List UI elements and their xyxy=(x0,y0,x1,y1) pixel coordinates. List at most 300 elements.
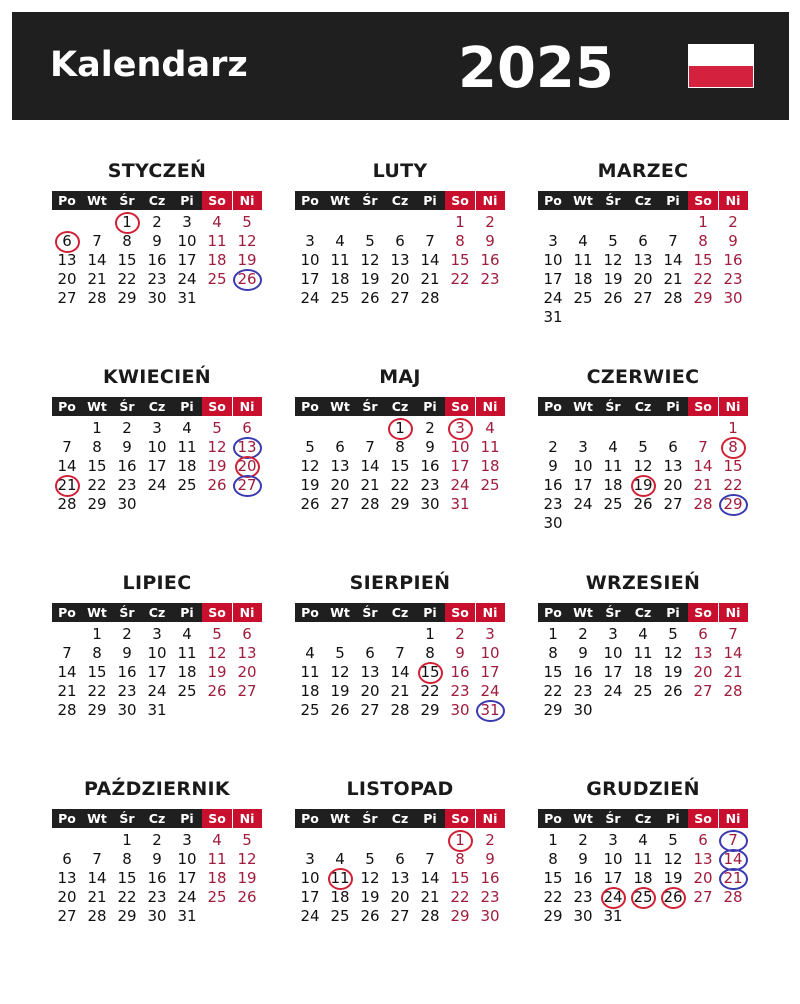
day-cell: 26 xyxy=(207,682,227,700)
day-cell: 28 xyxy=(87,289,107,307)
day-cell: 13 xyxy=(360,663,380,681)
day-cell: 20 xyxy=(360,682,380,700)
day-cell: 2 xyxy=(728,213,738,231)
weekday-label: Po xyxy=(538,809,568,828)
day-cell: 18 xyxy=(603,476,623,494)
weekday-label: Po xyxy=(295,603,325,622)
day-cell: 7 xyxy=(92,850,102,868)
day-cell: 12 xyxy=(237,850,257,868)
day-cell: 16 xyxy=(543,476,563,494)
day-cell: 8 xyxy=(92,438,102,456)
day-cell: 31 xyxy=(450,495,470,513)
day-cell: 3 xyxy=(578,438,588,456)
day-cell: 27 xyxy=(360,701,380,719)
day-cell: 30 xyxy=(480,907,500,925)
weekday-label: Cz xyxy=(385,809,415,828)
day-cell: 2 xyxy=(578,625,588,643)
weekday-label: Śr xyxy=(355,809,385,828)
day-cell: 12 xyxy=(663,850,683,868)
day-cell: 21 xyxy=(390,682,410,700)
day-cell: 12 xyxy=(330,663,350,681)
day-cell: 4 xyxy=(335,850,345,868)
day-cell: 16 xyxy=(117,457,137,475)
day-cell: 13 xyxy=(693,644,713,662)
weekday-label: Po xyxy=(295,809,325,828)
day-cell: 7 xyxy=(365,438,375,456)
day-cell: 7 xyxy=(668,232,678,250)
day-cell: 14 xyxy=(723,644,743,662)
weekday-header xyxy=(295,191,505,210)
day-cell: 26 xyxy=(360,289,380,307)
day-cell: 22 xyxy=(117,270,137,288)
day-cell: 30 xyxy=(450,701,470,719)
day-cell: 11 xyxy=(177,438,197,456)
day-cell: 11 xyxy=(573,251,593,269)
day-cell: 18 xyxy=(633,663,653,681)
day-cell: 20 xyxy=(390,270,410,288)
day-cell: 20 xyxy=(663,476,683,494)
day-cell: 28 xyxy=(663,289,683,307)
weekday-label: Śr xyxy=(112,191,142,210)
day-cell: 15 xyxy=(117,251,137,269)
weekday-label: Pi xyxy=(658,809,688,828)
weekday-header xyxy=(295,397,505,416)
day-cell: 18 xyxy=(633,869,653,887)
day-cell: 19 xyxy=(663,663,683,681)
holiday-day: 1 xyxy=(385,419,415,438)
day-cell: 3 xyxy=(548,232,558,250)
day-cell: 23 xyxy=(480,888,500,906)
day-cell: 11 xyxy=(207,232,227,250)
day-cell: 9 xyxy=(578,850,588,868)
day-cell: 23 xyxy=(420,476,440,494)
trading-sunday-day: 7 xyxy=(718,831,748,850)
day-cell: 13 xyxy=(57,869,77,887)
weekday-label: Pi xyxy=(658,603,688,622)
day-cell: 16 xyxy=(147,251,167,269)
day-cell: 19 xyxy=(663,869,683,887)
day-cell: 1 xyxy=(122,831,132,849)
day-cell: 18 xyxy=(573,270,593,288)
day-cell: 14 xyxy=(57,457,77,475)
day-cell: 22 xyxy=(390,476,410,494)
weekday-label: Wt xyxy=(568,397,598,416)
trading-sunday-day: 21 xyxy=(718,869,748,888)
day-cell: 28 xyxy=(390,701,410,719)
day-cell: 21 xyxy=(360,476,380,494)
holiday-day: 3 xyxy=(445,419,475,438)
day-cell: 20 xyxy=(57,888,77,906)
weekday-label: Wt xyxy=(325,603,355,622)
day-cell: 9 xyxy=(548,457,558,475)
day-cell: 4 xyxy=(638,625,648,643)
day-grid xyxy=(538,831,748,926)
day-cell: 2 xyxy=(122,419,132,437)
day-cell: 18 xyxy=(300,682,320,700)
day-cell: 7 xyxy=(425,850,435,868)
day-cell: 13 xyxy=(693,850,713,868)
day-cell: 23 xyxy=(450,682,470,700)
day-cell: 25 xyxy=(573,289,593,307)
weekday-header xyxy=(295,603,505,622)
holiday-day: 15 xyxy=(415,663,445,682)
day-grid xyxy=(295,419,505,514)
day-cell: 12 xyxy=(300,457,320,475)
day-cell: 2 xyxy=(455,625,465,643)
day-cell: 14 xyxy=(693,457,713,475)
calendar-title: Kalendarz xyxy=(50,45,248,85)
day-cell: 24 xyxy=(300,289,320,307)
day-cell: 21 xyxy=(57,682,77,700)
day-cell: 29 xyxy=(543,907,563,925)
weekday-label: Ni xyxy=(718,397,748,416)
day-cell: 14 xyxy=(87,869,107,887)
weekday-label: Pi xyxy=(172,191,202,210)
day-cell: 20 xyxy=(693,869,713,887)
day-cell: 14 xyxy=(420,251,440,269)
day-cell: 12 xyxy=(207,644,227,662)
weekday-label: So xyxy=(688,397,718,416)
day-cell: 3 xyxy=(152,625,162,643)
day-cell: 23 xyxy=(543,495,563,513)
day-cell: 25 xyxy=(480,476,500,494)
day-cell: 9 xyxy=(122,644,132,662)
weekday-label: So xyxy=(688,191,718,210)
day-cell: 3 xyxy=(182,213,192,231)
day-cell: 12 xyxy=(207,438,227,456)
day-cell: 26 xyxy=(300,495,320,513)
day-cell: 13 xyxy=(390,869,410,887)
day-cell: 5 xyxy=(242,831,252,849)
day-cell: 29 xyxy=(87,701,107,719)
day-cell: 23 xyxy=(723,270,743,288)
day-cell: 11 xyxy=(603,457,623,475)
day-grid xyxy=(52,213,262,308)
weekday-label: Ni xyxy=(475,191,505,210)
day-cell: 18 xyxy=(207,869,227,887)
day-cell: 20 xyxy=(633,270,653,288)
day-cell: 18 xyxy=(330,270,350,288)
day-cell: 2 xyxy=(485,213,495,231)
holiday-day: 6 xyxy=(52,232,82,251)
day-cell: 13 xyxy=(57,251,77,269)
weekday-label: Pi xyxy=(172,809,202,828)
day-cell: 5 xyxy=(365,850,375,868)
day-cell: 17 xyxy=(450,457,470,475)
day-cell: 26 xyxy=(330,701,350,719)
weekday-label: Po xyxy=(295,397,325,416)
weekday-label: Ni xyxy=(718,191,748,210)
day-cell: 15 xyxy=(450,869,470,887)
day-cell: 1 xyxy=(455,213,465,231)
day-grid xyxy=(538,419,748,533)
weekday-label: Pi xyxy=(415,191,445,210)
day-cell: 17 xyxy=(603,663,623,681)
day-cell: 7 xyxy=(92,232,102,250)
day-cell: 12 xyxy=(663,644,683,662)
weekday-label: Śr xyxy=(112,809,142,828)
day-cell: 27 xyxy=(57,289,77,307)
weekday-label: Śr xyxy=(355,397,385,416)
day-cell: 24 xyxy=(147,682,167,700)
day-cell: 7 xyxy=(395,644,405,662)
day-cell: 24 xyxy=(177,888,197,906)
month-name: CZERWIEC xyxy=(586,366,700,388)
weekday-label: Pi xyxy=(172,397,202,416)
day-cell: 10 xyxy=(573,457,593,475)
day-cell: 9 xyxy=(152,232,162,250)
weekday-label: Cz xyxy=(385,397,415,416)
day-cell: 26 xyxy=(633,495,653,513)
day-cell: 1 xyxy=(548,625,558,643)
day-cell: 15 xyxy=(543,869,563,887)
day-cell: 12 xyxy=(360,869,380,887)
weekday-header xyxy=(52,603,262,622)
day-cell: 16 xyxy=(480,251,500,269)
day-cell: 17 xyxy=(603,869,623,887)
weekday-label: Po xyxy=(52,191,82,210)
day-cell: 17 xyxy=(543,270,563,288)
day-cell: 19 xyxy=(207,457,227,475)
month-name: SIERPIEŃ xyxy=(349,572,451,594)
weekday-label: Śr xyxy=(355,191,385,210)
day-cell: 18 xyxy=(330,888,350,906)
day-cell: 10 xyxy=(480,644,500,662)
day-cell: 8 xyxy=(548,644,558,662)
day-cell: 9 xyxy=(122,438,132,456)
weekday-label: Wt xyxy=(568,603,598,622)
day-cell: 24 xyxy=(300,907,320,925)
day-cell: 16 xyxy=(420,457,440,475)
day-cell: 24 xyxy=(543,289,563,307)
month-name: LUTY xyxy=(372,160,428,182)
day-grid xyxy=(295,831,505,926)
month-name: STYCZEŃ xyxy=(107,160,207,182)
day-cell: 2 xyxy=(152,831,162,849)
day-cell: 5 xyxy=(365,232,375,250)
weekday-header xyxy=(295,809,505,828)
weekday-label: Wt xyxy=(325,191,355,210)
weekday-header xyxy=(52,809,262,828)
day-cell: 3 xyxy=(305,850,315,868)
day-cell: 12 xyxy=(603,251,623,269)
day-cell: 29 xyxy=(87,495,107,513)
day-cell: 29 xyxy=(117,907,137,925)
day-cell: 15 xyxy=(117,869,137,887)
day-cell: 3 xyxy=(608,625,618,643)
weekday-header xyxy=(538,603,748,622)
day-cell: 11 xyxy=(177,644,197,662)
day-cell: 4 xyxy=(608,438,618,456)
day-cell: 3 xyxy=(305,232,315,250)
day-cell: 20 xyxy=(57,270,77,288)
day-cell: 29 xyxy=(420,701,440,719)
day-cell: 27 xyxy=(663,495,683,513)
day-cell: 6 xyxy=(365,644,375,662)
weekday-label: Po xyxy=(538,191,568,210)
day-cell: 23 xyxy=(117,476,137,494)
day-cell: 1 xyxy=(548,831,558,849)
day-cell: 14 xyxy=(420,869,440,887)
weekday-label: Po xyxy=(538,603,568,622)
month-name: KWIECIEŃ xyxy=(102,366,212,388)
day-cell: 24 xyxy=(450,476,470,494)
day-cell: 27 xyxy=(237,682,257,700)
day-cell: 2 xyxy=(425,419,435,437)
day-cell: 7 xyxy=(728,625,738,643)
weekday-label: Pi xyxy=(415,809,445,828)
weekday-label: So xyxy=(202,191,232,210)
day-cell: 26 xyxy=(207,476,227,494)
day-cell: 8 xyxy=(122,232,132,250)
day-cell: 21 xyxy=(87,888,107,906)
weekday-label: Wt xyxy=(82,397,112,416)
weekday-label: Wt xyxy=(325,397,355,416)
day-cell: 23 xyxy=(147,270,167,288)
day-cell: 10 xyxy=(177,850,197,868)
day-cell: 26 xyxy=(360,907,380,925)
weekday-label: Pi xyxy=(172,603,202,622)
month-name: PAŹDZIERNIK xyxy=(84,778,230,800)
day-cell: 7 xyxy=(62,438,72,456)
weekday-label: Śr xyxy=(598,809,628,828)
day-cell: 28 xyxy=(57,701,77,719)
day-cell: 18 xyxy=(177,457,197,475)
day-cell: 16 xyxy=(117,663,137,681)
weekday-header xyxy=(52,191,262,210)
weekday-label: Po xyxy=(538,397,568,416)
weekday-label: Śr xyxy=(598,603,628,622)
day-grid xyxy=(295,625,505,720)
weekday-label: Cz xyxy=(385,603,415,622)
day-cell: 4 xyxy=(485,419,495,437)
day-cell: 26 xyxy=(237,888,257,906)
day-cell: 22 xyxy=(693,270,713,288)
day-cell: 30 xyxy=(573,701,593,719)
day-cell: 31 xyxy=(543,308,563,326)
weekday-label: So xyxy=(688,603,718,622)
day-cell: 6 xyxy=(242,625,252,643)
day-cell: 31 xyxy=(147,701,167,719)
day-cell: 11 xyxy=(300,663,320,681)
weekday-label: Pi xyxy=(658,191,688,210)
day-cell: 3 xyxy=(608,831,618,849)
day-cell: 27 xyxy=(633,289,653,307)
weekday-label: Pi xyxy=(415,397,445,416)
day-cell: 13 xyxy=(663,457,683,475)
day-cell: 23 xyxy=(480,270,500,288)
day-cell: 8 xyxy=(455,850,465,868)
day-cell: 17 xyxy=(300,888,320,906)
weekday-label: Śr xyxy=(355,603,385,622)
weekday-label: Cz xyxy=(628,397,658,416)
day-cell: 23 xyxy=(573,888,593,906)
day-cell: 24 xyxy=(147,476,167,494)
holiday-day: 11 xyxy=(325,869,355,888)
day-cell: 15 xyxy=(723,457,743,475)
day-cell: 4 xyxy=(305,644,315,662)
day-cell: 6 xyxy=(638,232,648,250)
day-cell: 14 xyxy=(360,457,380,475)
day-cell: 4 xyxy=(182,625,192,643)
day-cell: 25 xyxy=(603,495,623,513)
day-cell: 19 xyxy=(360,888,380,906)
weekday-label: Śr xyxy=(112,603,142,622)
day-cell: 31 xyxy=(603,907,623,925)
day-cell: 6 xyxy=(62,850,72,868)
day-cell: 16 xyxy=(723,251,743,269)
day-cell: 28 xyxy=(723,682,743,700)
day-cell: 23 xyxy=(573,682,593,700)
weekday-label: Wt xyxy=(325,809,355,828)
weekday-label: Ni xyxy=(718,603,748,622)
weekday-label: Wt xyxy=(568,809,598,828)
month-name: WRZESIEŃ xyxy=(585,572,701,594)
day-cell: 31 xyxy=(177,289,197,307)
day-cell: 3 xyxy=(152,419,162,437)
weekday-label: Śr xyxy=(598,397,628,416)
weekday-label: Cz xyxy=(628,809,658,828)
weekday-label: So xyxy=(202,397,232,416)
day-cell: 8 xyxy=(698,232,708,250)
holiday-day: 19 xyxy=(628,476,658,495)
day-cell: 22 xyxy=(450,270,470,288)
month-name: LIPIEC xyxy=(122,572,192,594)
day-cell: 29 xyxy=(390,495,410,513)
day-cell: 29 xyxy=(117,289,137,307)
day-cell: 11 xyxy=(633,850,653,868)
day-cell: 27 xyxy=(330,495,350,513)
day-cell: 27 xyxy=(390,289,410,307)
day-cell: 13 xyxy=(330,457,350,475)
day-cell: 25 xyxy=(177,682,197,700)
day-cell: 15 xyxy=(543,663,563,681)
day-cell: 10 xyxy=(147,438,167,456)
day-cell: 6 xyxy=(395,850,405,868)
day-cell: 20 xyxy=(390,888,410,906)
day-cell: 3 xyxy=(182,831,192,849)
day-cell: 6 xyxy=(668,438,678,456)
day-cell: 11 xyxy=(207,850,227,868)
day-cell: 25 xyxy=(633,682,653,700)
calendar-year: 2025 xyxy=(458,36,614,101)
calendar-header xyxy=(12,12,789,120)
day-cell: 17 xyxy=(147,663,167,681)
day-cell: 28 xyxy=(723,888,743,906)
day-grid xyxy=(295,213,505,308)
day-cell: 30 xyxy=(117,495,137,513)
day-cell: 2 xyxy=(122,625,132,643)
day-grid xyxy=(52,419,262,514)
day-cell: 19 xyxy=(207,663,227,681)
day-cell: 25 xyxy=(300,701,320,719)
day-grid xyxy=(538,213,748,327)
weekday-label: Po xyxy=(52,809,82,828)
day-cell: 19 xyxy=(237,869,257,887)
day-cell: 10 xyxy=(603,644,623,662)
day-cell: 30 xyxy=(723,289,743,307)
weekday-label: Śr xyxy=(598,191,628,210)
day-cell: 19 xyxy=(360,270,380,288)
day-cell: 11 xyxy=(330,251,350,269)
day-cell: 13 xyxy=(390,251,410,269)
holiday-day: 8 xyxy=(718,438,748,457)
day-cell: 12 xyxy=(360,251,380,269)
day-cell: 22 xyxy=(450,888,470,906)
day-cell: 4 xyxy=(182,419,192,437)
day-cell: 15 xyxy=(450,251,470,269)
day-cell: 26 xyxy=(603,289,623,307)
